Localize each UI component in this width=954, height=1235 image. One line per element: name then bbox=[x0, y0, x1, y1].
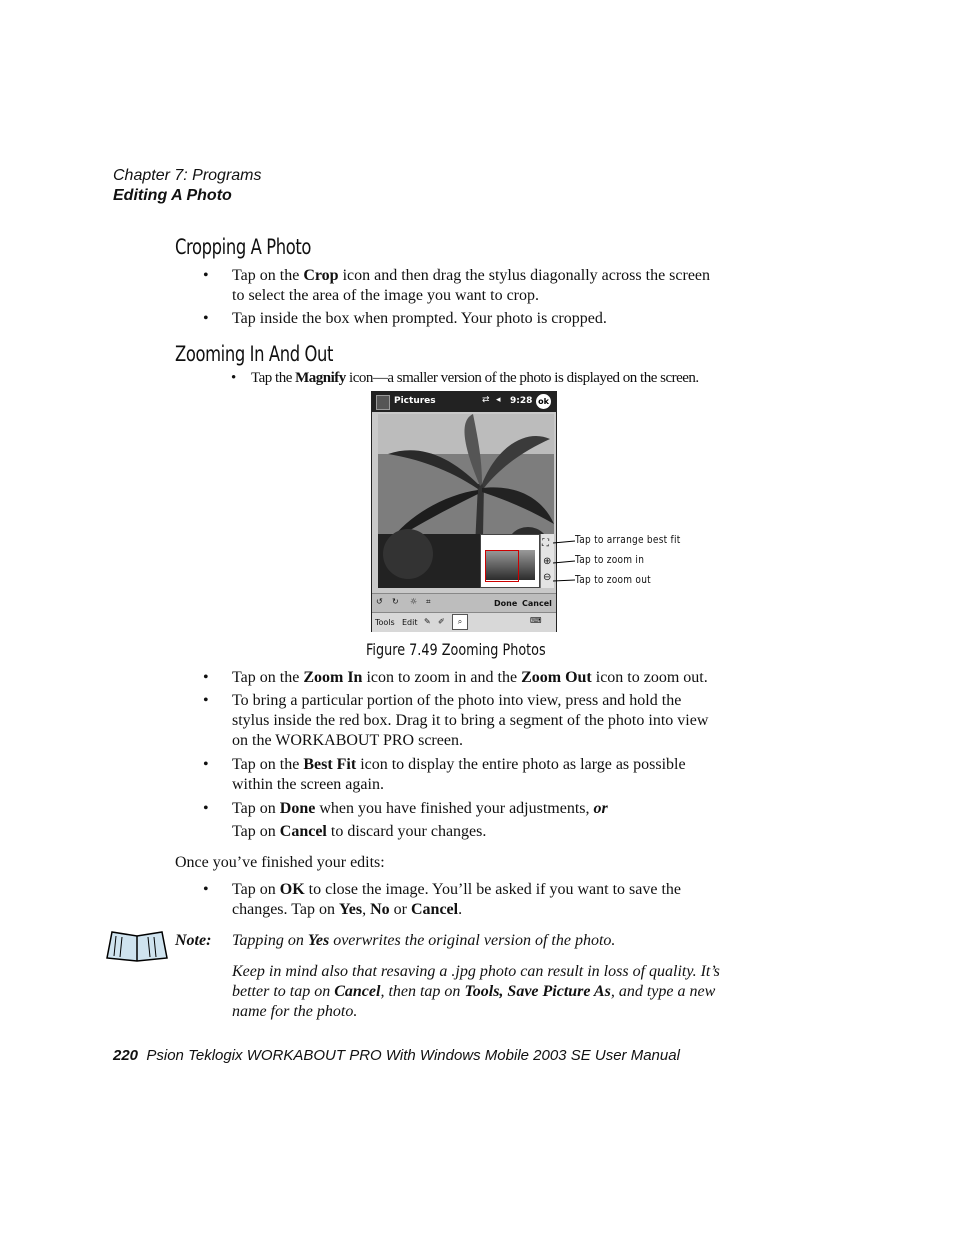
ok-button[interactable]: ok bbox=[536, 394, 551, 409]
red-view-box[interactable] bbox=[485, 550, 519, 582]
manual-title: Psion Teklogix WORKABOUT PRO With Windows Mobile 2003 SE User Manual bbox=[146, 1047, 680, 1064]
callout-best-fit: Tap to arrange best fit bbox=[575, 533, 681, 546]
note-paragraph-2-line-3: name for the photo. bbox=[232, 1003, 358, 1020]
edit-menu[interactable]: Edit bbox=[402, 618, 418, 627]
best-fit-icon[interactable]: ⛶ bbox=[542, 538, 549, 549]
page-number: 220 bbox=[113, 1047, 139, 1064]
keyboard-icon[interactable]: ⌨ bbox=[530, 616, 542, 625]
step-cancel: Tap on Cancel to discard your changes. bbox=[232, 823, 487, 840]
callout-zoom-in: Tap to zoom in bbox=[575, 553, 645, 566]
figure-caption: Figure 7.49 Zooming Photos bbox=[366, 640, 546, 659]
device-clock: 9:28 bbox=[510, 396, 533, 406]
page-footer bbox=[113, 1047, 680, 1064]
draw-icon[interactable]: ✐ bbox=[438, 617, 445, 626]
pen-icon[interactable]: ✎ bbox=[424, 617, 431, 626]
note-paragraph-2-line-2: better to tap on Cancel, then tap on Tools, Save Picture As, and type a new bbox=[232, 983, 716, 1000]
palm-photo bbox=[378, 414, 554, 588]
device-app-title: Pictures bbox=[394, 396, 436, 406]
device-menu-bar bbox=[372, 612, 556, 632]
rotate-left-icon[interactable]: ↺ bbox=[376, 597, 383, 606]
section-header: Editing A Photo bbox=[113, 187, 232, 204]
chapter-header: Chapter 7: Programs bbox=[113, 167, 262, 184]
note-paragraph-2-line-1: Keep in mind also that resaving a .jpg photo can result in loss of quality. It’s bbox=[232, 963, 720, 980]
device-edit-toolbar bbox=[372, 593, 556, 612]
callout-zoom-out: Tap to zoom out bbox=[575, 573, 651, 586]
cancel-button[interactable]: Cancel bbox=[522, 599, 552, 608]
book-icon bbox=[104, 928, 170, 962]
start-flag-icon bbox=[376, 395, 390, 410]
zoom-tool-strip bbox=[540, 534, 554, 588]
signal-icon: ⇄ bbox=[482, 395, 490, 405]
after-edits-intro: Once you’ve finished your edits: bbox=[175, 854, 385, 871]
zoom-preview-inset[interactable] bbox=[480, 534, 540, 588]
tools-menu[interactable]: Tools bbox=[375, 618, 395, 627]
heading-cropping: Cropping A Photo bbox=[175, 235, 312, 259]
magnify-icon[interactable]: ⌕ bbox=[452, 614, 468, 630]
heading-zooming: Zooming In And Out bbox=[175, 342, 334, 366]
brightness-icon[interactable]: ☼ bbox=[410, 597, 418, 606]
note-paragraph-1: Tapping on Yes overwrites the original version of the photo. bbox=[232, 932, 616, 949]
volume-icon: ◂ bbox=[496, 395, 501, 405]
zoom-out-icon[interactable]: ⊖ bbox=[543, 572, 552, 583]
crop-icon[interactable]: ⌗ bbox=[426, 597, 431, 606]
device-titlebar bbox=[372, 392, 556, 412]
note-label: Note: bbox=[175, 932, 212, 949]
done-button[interactable]: Done bbox=[494, 599, 518, 608]
device-screenshot bbox=[371, 391, 557, 632]
rotate-right-icon[interactable]: ↻ bbox=[392, 597, 399, 606]
zoom-in-icon[interactable]: ⊕ bbox=[543, 556, 552, 567]
